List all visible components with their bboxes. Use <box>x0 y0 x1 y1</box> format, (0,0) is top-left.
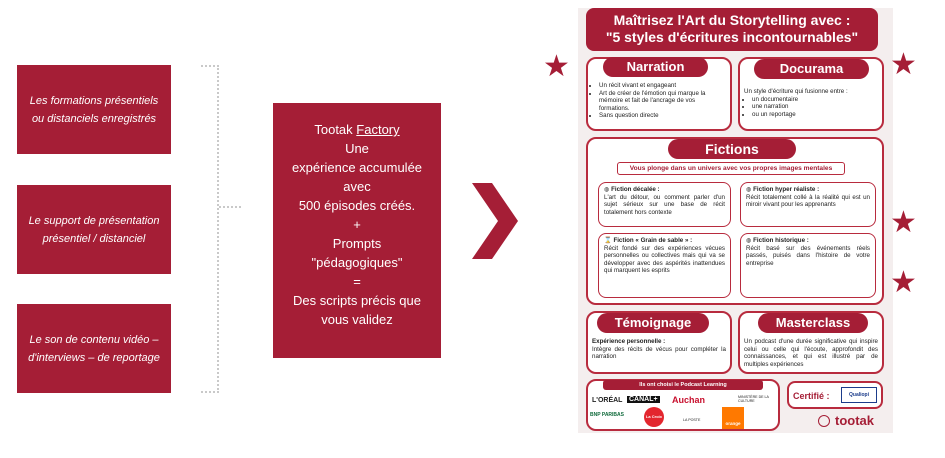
input-box-son-text: Le son de contenu vidéo – d'interviews – de reportage <box>28 333 160 364</box>
input-box-support <box>17 185 171 274</box>
center-line-7: "pédagogiques" <box>311 255 403 270</box>
temoignage-text: Intègre des récits de vécus pour compléter la narration <box>592 345 726 361</box>
input-box-formations-text: Les formations présentiels ou distanciels enregistrés <box>29 94 159 125</box>
narration-item: • Art de créer de l'émotion qui marque la mémoire et fait de l'ancrage de vos formations. <box>599 90 727 113</box>
canal-plus-logo: CANAL+ <box>629 396 658 403</box>
fiction-card-hyper-realiste <box>740 182 876 227</box>
chevron-right-icon <box>472 183 518 259</box>
fiction-card-text: Récit fondé sur des expériences vécues personnelles ou collectives mais qui va se développer avec des aspérités inattendues qui marquent les esprits <box>604 244 725 275</box>
masterclass-title: Masterclass <box>758 313 868 333</box>
input-box-support-text: Le support de présentation présentiel / distanciel <box>28 214 160 245</box>
poster-title-line-2: "5 styles d'écritures incontournables" <box>605 29 859 45</box>
star-icon: ★ <box>543 50 570 83</box>
center-line-9: Des scripts précis que <box>293 293 421 308</box>
clients-title: Ils ont choisi le Podcast Learning <box>603 380 763 390</box>
fiction-card-text: L'art du détour, ou comment parler d'un sujet sérieux sur une base de récit totalement hors contexte <box>604 193 725 216</box>
bnp-paribas-logo: BNP PARIBAS <box>590 412 624 418</box>
fictions-title: Fictions <box>668 139 796 159</box>
center-line-3: avec <box>343 179 371 194</box>
docurama-title: Docurama <box>754 59 869 79</box>
qualiopi-logo: Qualiopi <box>841 387 877 403</box>
star-icon: ★ <box>890 266 917 299</box>
fiction-card-title: Fiction historique : <box>753 237 809 244</box>
certified-label: Certifié : <box>793 391 830 401</box>
orange-logo: orange <box>722 407 744 429</box>
fictions-subtitle: Vous plonge dans un univers avec vos propres images mentales <box>617 162 845 175</box>
la-croix-logo: La Croix <box>644 407 664 427</box>
brand-plain: Tootak <box>314 122 353 137</box>
center-line-1: Une <box>345 141 369 156</box>
center-line-8: = <box>353 274 361 289</box>
fiction-card-grain-de-sable <box>598 233 731 298</box>
fiction-card-text: Récit basé sur des événements réels passés, puisés dans l'histoire de votre entreprise <box>746 244 870 267</box>
input-box-son <box>17 304 171 393</box>
ministere-culture-logo: MINISTÈRE DE LA CULTURE <box>738 395 769 403</box>
tootak-factory-box <box>273 103 441 358</box>
narration-item: • Un récit vivant et engageant <box>599 82 727 90</box>
temoignage-content <box>592 338 726 361</box>
fiction-card-historique <box>740 233 876 298</box>
auchan-logo: Auchan <box>672 395 706 405</box>
docurama-item: • ou un reportage <box>752 111 880 119</box>
certified-box <box>787 381 883 409</box>
poster-title-line-1: Maîtrisez l'Art du Storytelling avec : <box>613 12 851 28</box>
fiction-card-text: Récit totalement collé à la réalité qui est un miroir vivant pour les apprenants <box>746 193 870 209</box>
input-box-formations <box>17 65 171 154</box>
bracket-connector <box>219 206 241 208</box>
la-poste-logo: LA POSTE <box>683 418 701 422</box>
docurama-item: • une narration <box>752 103 880 111</box>
fiction-decalee-icon: ◍ <box>604 186 612 193</box>
masterclass-text: Un podcast d'une durée significative qui inspire celui ou celle qui l'écoute, approfondit des connaissances, et qui est illustré par de multiples expériences <box>744 338 878 368</box>
fiction-historique-icon: ◍ <box>746 237 754 244</box>
tootak-brand: tootak <box>835 413 874 428</box>
fiction-card-title: Fiction hyper réaliste : <box>753 186 820 193</box>
center-line-5: + <box>353 217 361 232</box>
star-icon: ★ <box>890 206 917 239</box>
center-line-10: vous validez <box>321 312 393 327</box>
brand-line <box>273 120 441 139</box>
center-line-2: expérience accumulée <box>291 160 423 175</box>
tootak-seal-icon <box>818 415 830 427</box>
docurama-item: • un documentaire <box>752 96 880 104</box>
fiction-card-decalee <box>598 182 731 227</box>
narration-list <box>591 82 727 120</box>
docurama-content <box>744 88 880 118</box>
poster-title <box>586 8 878 51</box>
center-line-4: 500 épisodes créés. <box>298 198 416 213</box>
star-icon: ★ <box>890 48 917 81</box>
center-line-6: Prompts <box>332 236 382 251</box>
grouping-bracket <box>201 65 219 393</box>
brand-underlined: Factory <box>356 122 400 137</box>
narration-title: Narration <box>603 57 708 77</box>
narration-item: • Sans question directe <box>599 112 727 120</box>
temoignage-subtitle: Expérience personnelle : <box>592 338 666 345</box>
fiction-card-title: Fiction décalée : <box>611 186 660 193</box>
loreal-logo: L'ORÉAL <box>592 397 623 404</box>
hourglass-icon: ⌛ <box>604 237 614 244</box>
fiction-card-title: Fiction « Grain de sable » : <box>613 237 693 244</box>
temoignage-title: Témoignage <box>597 313 709 333</box>
docurama-intro: Un style d'écriture qui fusionne entre : <box>744 88 848 95</box>
fiction-hyper-icon: ◍ <box>746 186 754 193</box>
